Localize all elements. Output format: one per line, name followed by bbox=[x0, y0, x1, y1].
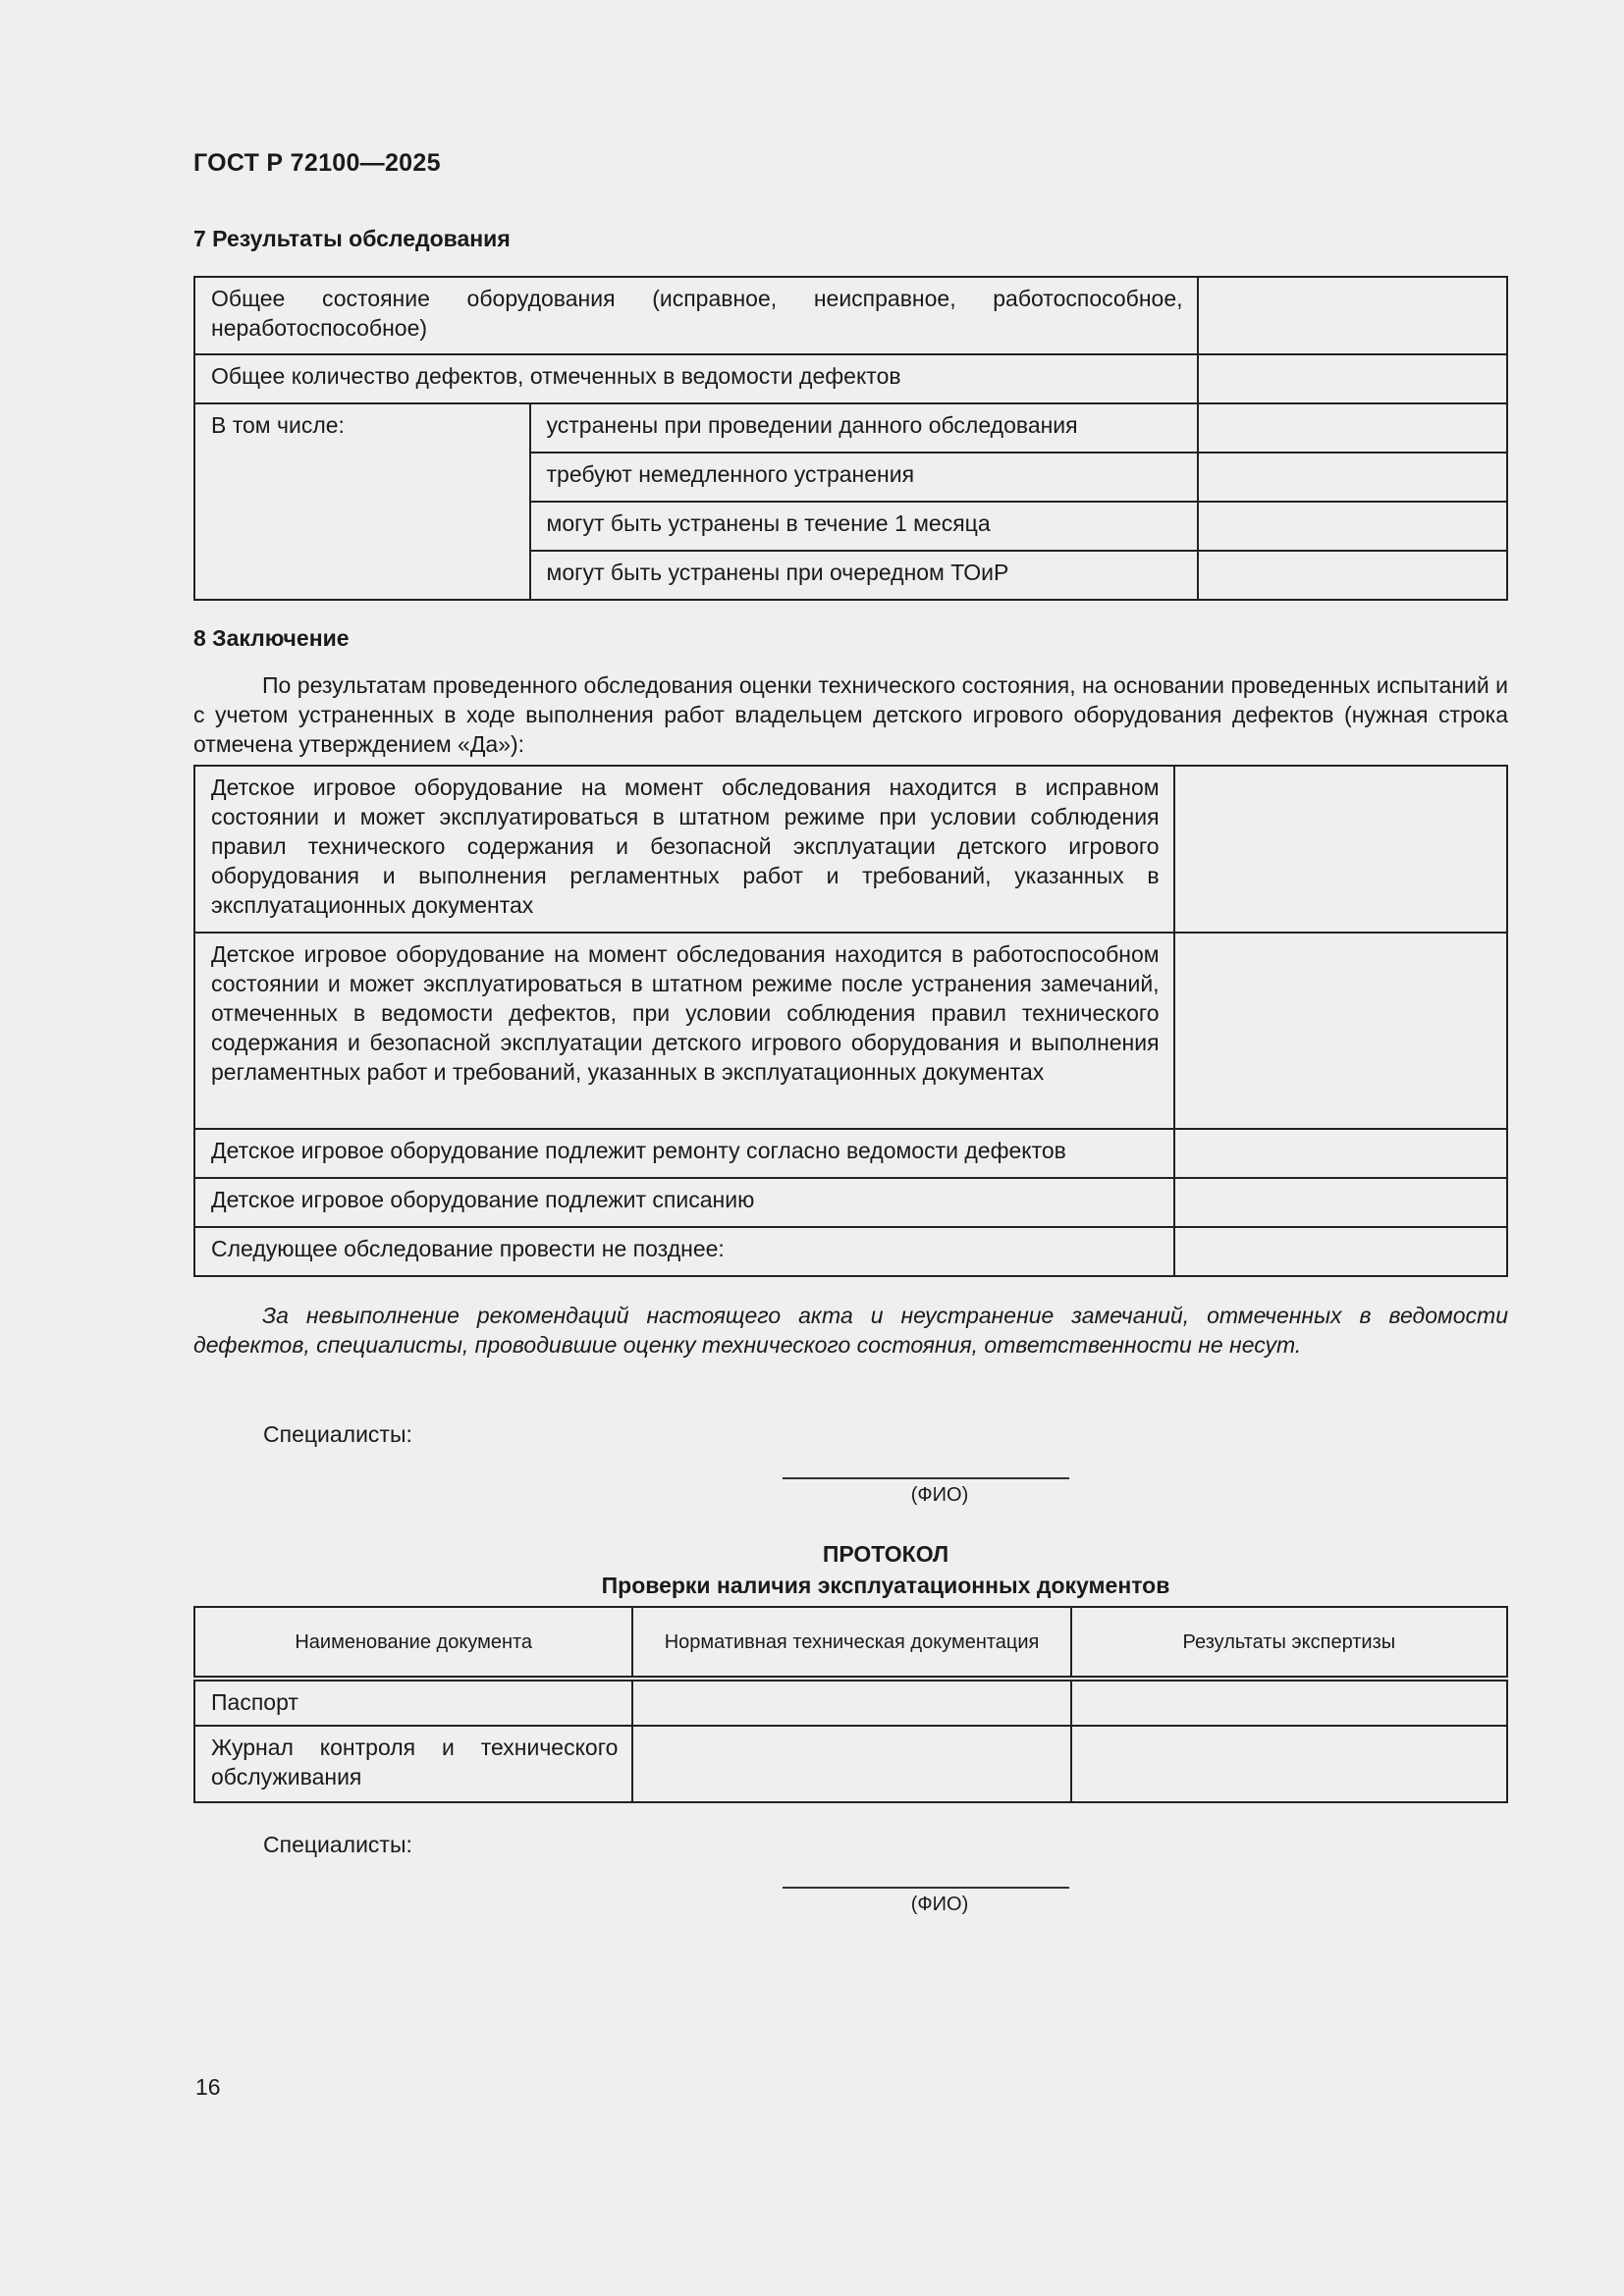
conclusion-option: Детское игровое оборудование на момент обследования находится в работоспособном состоянии и может эксплуатироваться в штатном режиме после устранения замечаний, отмеченных в ведомости дефектов, при условии соблюдения правил технического содержания и безопасной эксплуатации детского игрового оборудования и выполнения регламентных работ и требований, указанных в эксплуатационных документах bbox=[194, 933, 1174, 1129]
conclusion-intro bbox=[193, 670, 1508, 759]
specialists-label: Специалисты: bbox=[263, 1832, 412, 1857]
answer-cell[interactable] bbox=[1174, 1129, 1507, 1178]
fio-caption: (ФИО) bbox=[910, 1894, 969, 1915]
sub-row-label: могут быть устранены в течение 1 месяца bbox=[530, 502, 1198, 551]
conclusion-option: Следующее обследование провести не позднее: bbox=[194, 1227, 1174, 1276]
answer-cell[interactable] bbox=[1198, 453, 1507, 502]
table-row bbox=[194, 1726, 1507, 1802]
answer-cell[interactable] bbox=[1198, 403, 1507, 453]
table-row bbox=[194, 1679, 1507, 1726]
document-name: Журнал контроля и технического обслуживания bbox=[194, 1726, 632, 1802]
column-header: Нормативная техническая документация bbox=[632, 1607, 1070, 1679]
table-row bbox=[194, 766, 1507, 933]
conclusion-table bbox=[193, 765, 1508, 1277]
table-row bbox=[194, 354, 1507, 403]
sub-row-label: устранены при проведении данного обследования bbox=[530, 403, 1198, 453]
table-row bbox=[194, 1178, 1507, 1227]
protocol-subtitle: Проверки наличия эксплуатационных документов bbox=[601, 1573, 1170, 1598]
section-7-title: 7 Результаты обследования bbox=[193, 226, 511, 251]
table-row bbox=[194, 1227, 1507, 1276]
conclusion-option: Детское игровое оборудование подлежит ремонту согласно ведомости дефектов bbox=[194, 1129, 1174, 1178]
answer-cell[interactable] bbox=[1174, 1227, 1507, 1276]
answer-cell[interactable] bbox=[632, 1679, 1070, 1726]
page-number: 16 bbox=[195, 2074, 221, 2100]
section-8-title: 8 Заключение bbox=[193, 625, 350, 651]
conclusion-option: Детское игровое оборудование подлежит списанию bbox=[194, 1178, 1174, 1227]
sub-row-label: требуют немедленного устранения bbox=[530, 453, 1198, 502]
general-state-label: Общее состояние оборудования (исправное, неисправное, работоспособное, неработоспособное) bbox=[194, 277, 1198, 354]
answer-cell[interactable] bbox=[1174, 933, 1507, 1129]
total-defects-label: Общее количество дефектов, отмеченных в ведомости дефектов bbox=[194, 354, 1198, 403]
sub-row-label: могут быть устранены при очередном ТОиР bbox=[530, 551, 1198, 600]
fio-caption: (ФИО) bbox=[910, 1484, 969, 1506]
table-row bbox=[194, 277, 1507, 354]
signature-line[interactable] bbox=[783, 1887, 1069, 1889]
table-row bbox=[194, 403, 1507, 453]
answer-cell[interactable] bbox=[632, 1726, 1070, 1802]
standard-header: ГОСТ Р 72100—2025 bbox=[193, 149, 441, 177]
responsibility-note bbox=[193, 1301, 1508, 1360]
including-label: В том числе: bbox=[194, 403, 530, 600]
answer-cell[interactable] bbox=[1071, 1679, 1507, 1726]
table-header-row bbox=[194, 1607, 1507, 1679]
responsibility-note-text: За невыполнение рекомендаций настоящего акта и неустранение замечаний, отмеченных в ведомости дефектов, специалисты, проводившие оценку технического состояния, ответственности не несут. bbox=[193, 1303, 1508, 1358]
document-name: Паспорт bbox=[194, 1679, 632, 1726]
signature-line[interactable] bbox=[783, 1477, 1069, 1479]
column-header: Результаты экспертизы bbox=[1071, 1607, 1507, 1679]
survey-results-table bbox=[193, 276, 1508, 601]
table-row bbox=[194, 1129, 1507, 1178]
answer-cell[interactable] bbox=[1174, 766, 1507, 933]
conclusion-intro-text: По результатам проведенного обследования оценки технического состояния, на основании проведенных испытаний и с учетом устраненных в ходе выполнения работ владельцем детского игрового оборудования дефектов (нужная строка отмечена утверждением «Да»): bbox=[193, 672, 1508, 757]
specialists-label: Специалисты: bbox=[263, 1421, 412, 1447]
answer-cell[interactable] bbox=[1071, 1726, 1507, 1802]
column-header: Наименование документа bbox=[194, 1607, 632, 1679]
conclusion-option: Детское игровое оборудование на момент обследования находится в исправном состоянии и может эксплуатироваться в штатном режиме при условии соблюдения правил технического содержания и безопасной эксплуатации детского игрового оборудования и выполнения регламентных работ и требований, указанных в эксплуатационных документах bbox=[194, 766, 1174, 933]
table-row bbox=[194, 933, 1507, 1129]
protocol-title: ПРОТОКОЛ bbox=[822, 1541, 949, 1567]
answer-cell[interactable] bbox=[1198, 551, 1507, 600]
answer-cell[interactable] bbox=[1198, 277, 1507, 354]
answer-cell[interactable] bbox=[1198, 502, 1507, 551]
answer-cell[interactable] bbox=[1198, 354, 1507, 403]
answer-cell[interactable] bbox=[1174, 1178, 1507, 1227]
documents-check-table bbox=[193, 1606, 1508, 1803]
